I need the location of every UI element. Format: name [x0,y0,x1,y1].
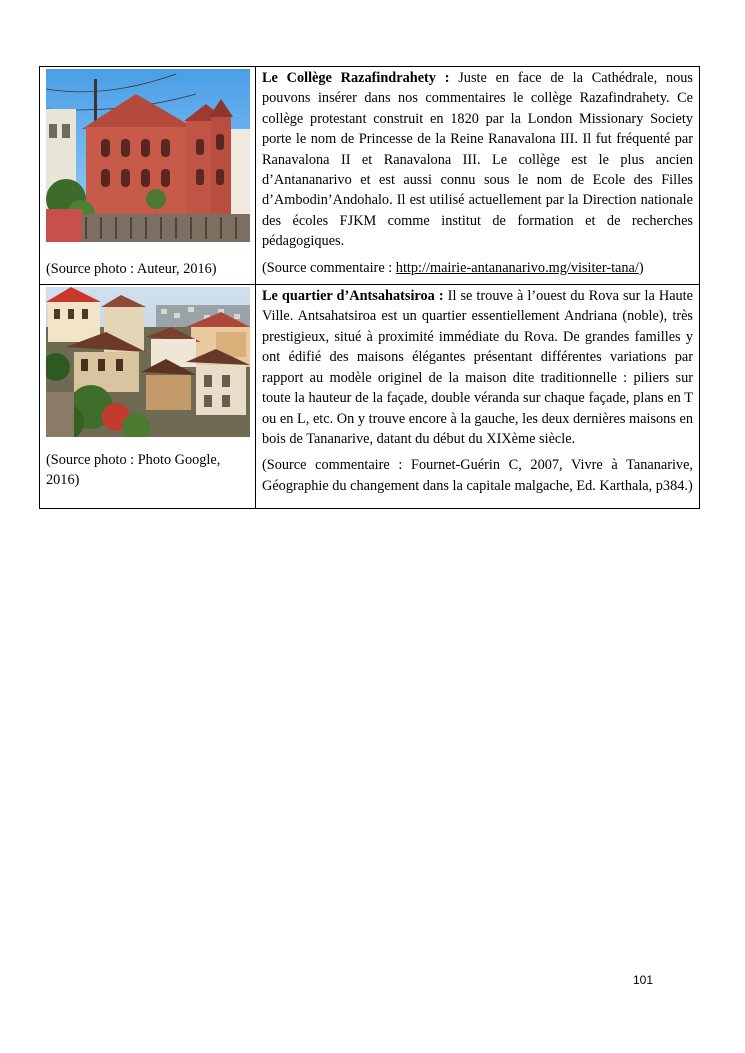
commentary-paragraph [262,286,693,449]
commentary-text: Juste en face de la Cathédrale, nous pouvons insérer dans nos commentaires le collège Razafindrahety. Ce collège protestant construit en 1820 par la London Missionary Society porte le nom de Princesse de la Reine Ranavalona III. Il fut fréquenté par Ranavalona II et Ranavalona III. Le collège est le plus ancien d’Antananarivo et est aussi connu sous le nom de Ecole des Filles d’Ambodin’Andohalo. Il est utilisé actuellement par la Direction nationale des écoles FJKM comme institut de formation et de recherches pédagogiques. [262,70,693,250]
commentary-source: (Source commentaire : Fournet-Guérin C, 2007, Vivre à Tananarive, Géographie du changement dans la capitale malgache, Ed. Karthala, p384.) [262,457,693,494]
text-cell [256,67,700,285]
table-row [40,67,700,285]
commentary-source [262,258,693,278]
commentary-text: Il se trouve à l’ouest du Rova sur la Haute Ville. Antsahatsiroa est un quartier essentiellement Andriana (noble), très prestigieux, situé à proximité immédiate du Rova. De grandes familles y ont édifié des maisons élégantes présentant différentes variations par rapport au modèle originel de la maison dite traditionnelle : piliers sur toute la hauteur de la façade, double véranda sur chaque façade, plans en T ou en L, etc. On y trouve encore à la gauche, les deux dernières maisons en bois de Tananarive, datant du début du XIXème siècle. [262,288,694,447]
photo-source-caption: (Source photo : Photo Google, 2016) [46,452,221,489]
table-row [40,285,700,509]
content-table [39,66,700,509]
photo-source-caption: (Source photo : Auteur, 2016) [46,261,217,277]
college-photo [46,69,250,242]
photo-cell [40,285,256,509]
text-cell [256,285,700,509]
commentary-paragraph [262,68,693,252]
source-prefix: (Source commentaire : [262,259,396,276]
section-title: Le Collège Razafindrahety : [262,70,450,86]
section-title: Le quartier d’Antsahatsiroa : [262,288,444,305]
photo-cell [40,67,256,285]
page-number: 101 [633,973,654,987]
source-link[interactable]: http://mairie-antananarivo.mg/visiter-tana/ [395,259,639,276]
antsahatsiroa-photo [46,287,250,437]
source-suffix: ) [638,259,644,276]
